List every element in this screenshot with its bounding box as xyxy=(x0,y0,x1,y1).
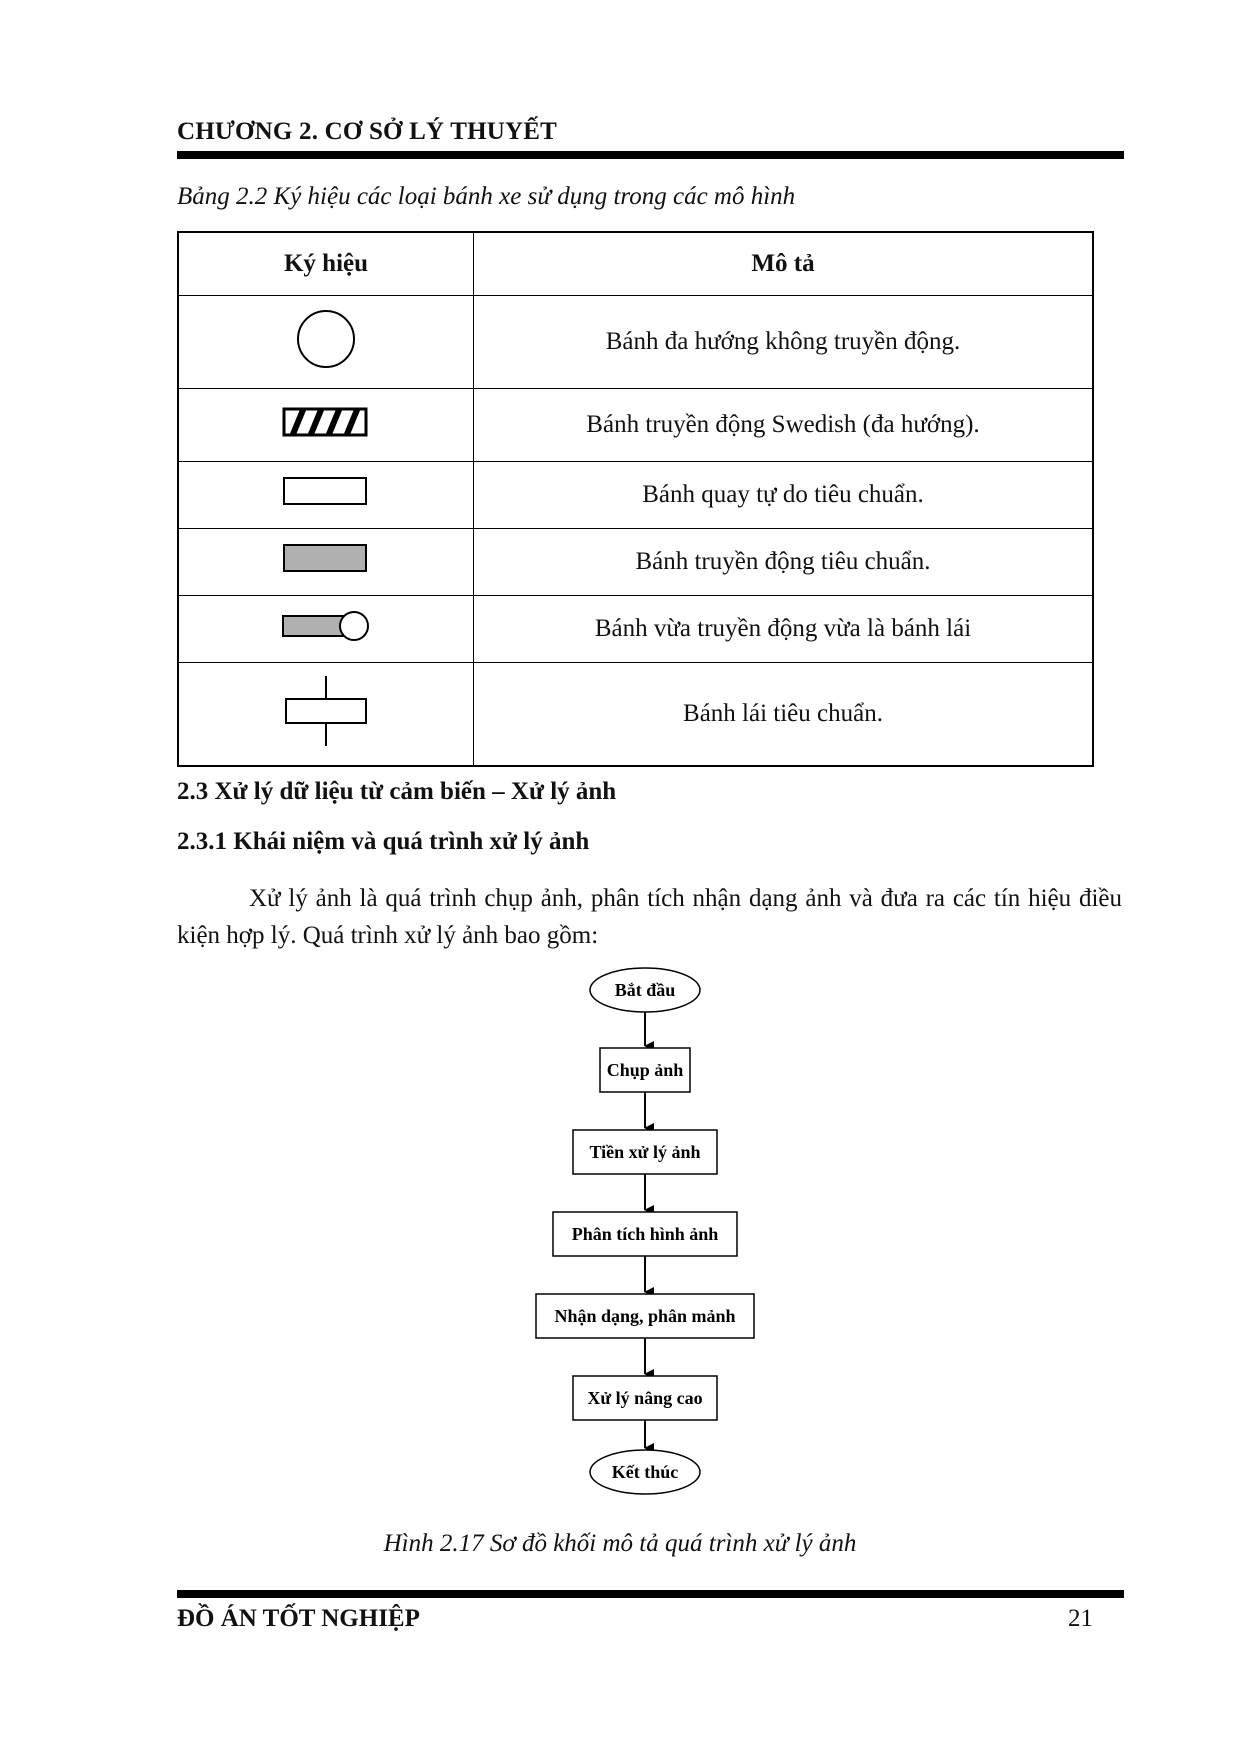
figure-caption: Hình 2.17 Sơ đồ khối mô tả quá trình xử lý ảnh xyxy=(383,1530,857,1557)
flow-step-label: Chụp ảnh xyxy=(606,1060,684,1080)
flow-step-advanced xyxy=(573,1376,717,1420)
flow-step-recognition xyxy=(536,1294,754,1338)
table-row xyxy=(178,461,1093,528)
flow-end-node xyxy=(590,1450,700,1494)
section-heading-2-3-1: 2.3.1 Khái niệm và quá trình xử lý ảnh xyxy=(177,828,590,855)
steered-wheel-icon xyxy=(281,674,371,748)
flow-end-label: Kết thúc xyxy=(611,1462,679,1482)
wheel-symbols-table xyxy=(177,231,1094,767)
description-cell: Bánh quay tự do tiêu chuẩn. xyxy=(474,461,1094,528)
flow-step-analysis xyxy=(553,1212,737,1256)
description-cell: Bánh truyền động Swedish (đa hướng). xyxy=(474,389,1094,461)
column-header-description: Mô tả xyxy=(474,232,1094,296)
symbol-cell xyxy=(178,663,474,766)
flow-step-label: Xử lý nâng cao xyxy=(587,1388,703,1408)
footer-rule xyxy=(177,1590,1124,1598)
flow-start-label: Bắt đầu xyxy=(614,980,676,1000)
driven-wheel-icon xyxy=(281,541,371,575)
description-cell: Bánh đa hướng không truyền động. xyxy=(474,296,1094,389)
header-rule xyxy=(177,151,1124,159)
chapter-title: CHƯƠNG 2. CƠ SỞ LÝ THUYẾT xyxy=(177,118,558,145)
section-heading-2-3: 2.3 Xử lý dữ liệu từ cảm biến – Xử lý ảnh xyxy=(177,778,617,805)
table-row xyxy=(178,296,1093,389)
flow-step-label: Phân tích hình ảnh xyxy=(571,1224,719,1244)
driven-steered-wheel-icon xyxy=(280,609,372,643)
castor-wheel-icon xyxy=(281,474,371,508)
table-row xyxy=(178,663,1093,766)
symbol-cell xyxy=(178,296,474,389)
flow-step-preprocess xyxy=(573,1130,717,1174)
description-cell: Bánh truyền động tiêu chuẩn. xyxy=(474,528,1094,595)
flow-start-node xyxy=(590,968,700,1012)
flow-step-capture xyxy=(600,1048,690,1092)
image-processing-flowchart xyxy=(520,966,780,1516)
symbol-cell xyxy=(178,389,474,461)
footer-title: ĐỒ ÁN TỐT NGHIỆP xyxy=(177,1605,420,1632)
table-header-row xyxy=(178,232,1093,296)
swedish-wheel-icon xyxy=(281,405,371,439)
symbol-cell xyxy=(178,461,474,528)
body-paragraph: Xử lý ảnh là quá trình chụp ảnh, phân tích nhận dạng ảnh và đưa ra các tín hiệu điều kiện hợp lý. Quá trình xử lý ảnh bao gồm: xyxy=(177,885,1122,949)
description-cell: Bánh vừa truyền động vừa là bánh lái xyxy=(474,595,1094,662)
flow-step-label: Tiền xử lý ảnh xyxy=(589,1142,701,1162)
description-cell: Bánh lái tiêu chuẩn. xyxy=(474,663,1094,766)
table-row xyxy=(178,528,1093,595)
column-header-symbol: Ký hiệu xyxy=(178,232,474,296)
table-caption: Bảng 2.2 Ký hiệu các loại bánh xe sử dụng trong các mô hình xyxy=(177,183,796,210)
symbol-cell xyxy=(178,528,474,595)
omni-wheel-icon xyxy=(291,304,361,374)
page-number: 21 xyxy=(1068,1605,1093,1632)
flow-step-label: Nhận dạng, phân mảnh xyxy=(554,1306,736,1326)
table-row xyxy=(178,389,1093,461)
table-row xyxy=(178,595,1093,662)
symbol-cell xyxy=(178,595,474,662)
